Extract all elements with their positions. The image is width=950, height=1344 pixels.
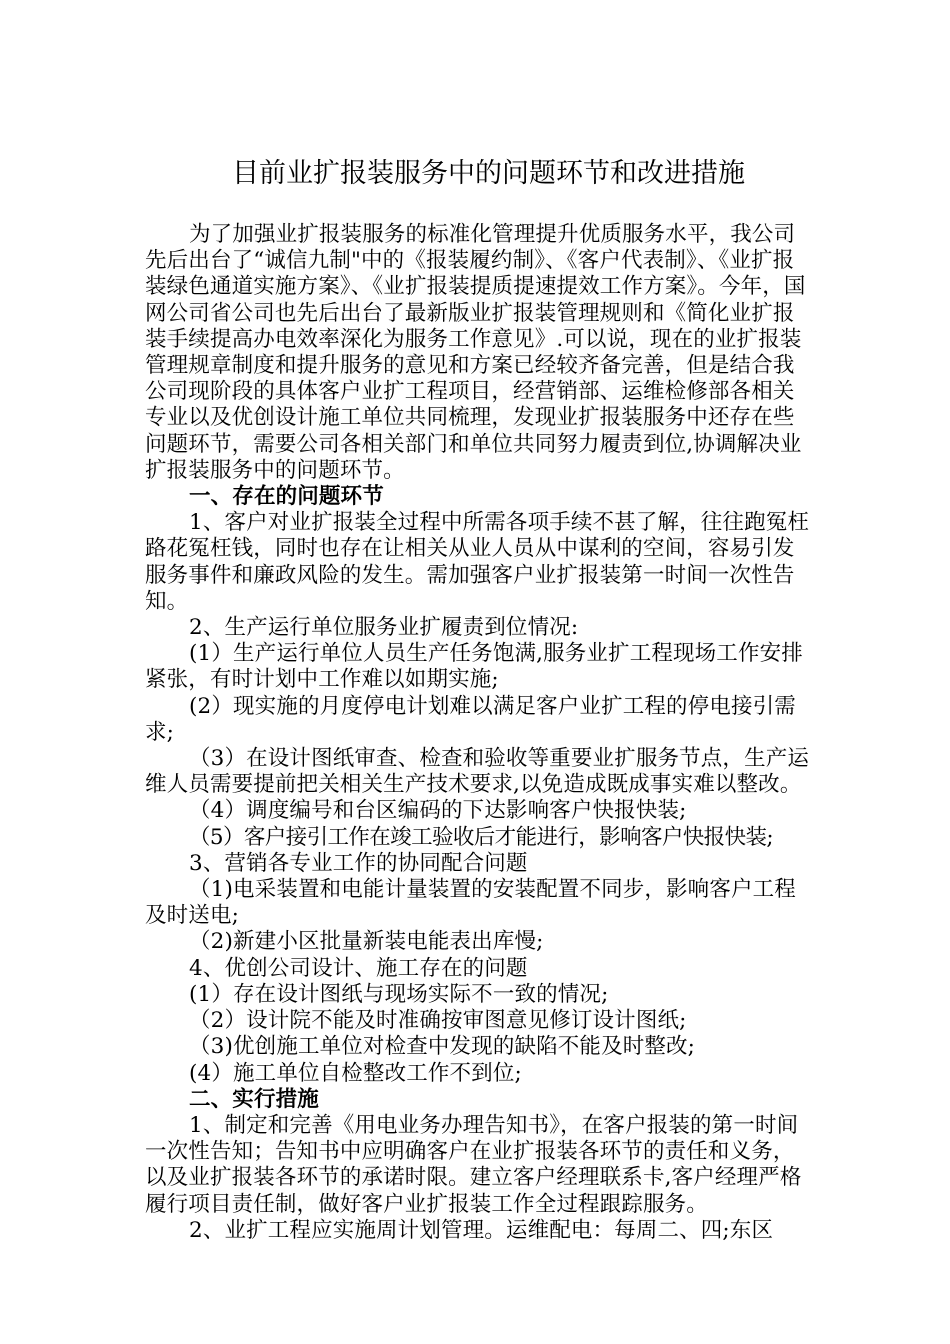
intro-paragraph: 为了加强业扩报装服务的标准化管理提升优质服务水平，我公司先后出台了“诚信九制"中的《报装履约制》、《客户代表制》、《业扩报装绿色通道实施方案》、《业扩报装提质提速提效工作方案》。今年，国网公司省公司也先后出台了最新版业扩报装管理规则和《简化业扩报装手续提高办电效率深化为服务工作意见》.可以说，现在的业扩报装管理规章制度和提升服务的意见和方案已经较齐备完善，但是结合我公司现阶段的具体客户业扩工程项目，经营销部、运维检修部各相关专业以及优创设计施工单位共同梳理，发现业扩报装服务中还存在些问题环节，需要公司各相关部门和单位共同努力履责到位,协调解决业扩报装服务中的问题环节。: [145, 222, 806, 483]
problem-2-item-4: （4）调度编号和台区编码的下达影响客户快报快装;: [189, 798, 687, 824]
problem-1: 1、客户对业扩报装全过程中所需各项手续不甚了解，往往跑冤枉路花冤枉钱，同时也存在让相关从业人员从中谋利的空间，容易引发服务事件和廉政风险的发生。需加强客户业扩报装第一时间一次性告知。: [145, 510, 810, 614]
problem-4-item-2: （2）设计院不能及时准确按审图意见修订设计图纸;: [189, 1008, 687, 1034]
problem-2-item-3: （3）在设计图纸审查、检查和验收等重要业扩服务节点，生产运维人员需要提前把关相关生产技术要求,以免造成既成事实难以整改。: [145, 746, 810, 798]
problem-3-item-2: （2)新建小区批量新装电能表出库慢;: [189, 929, 544, 955]
problem-4-item-3: （3)优创施工单位对检查中发现的缺陷不能及时整改;: [189, 1034, 696, 1060]
problem-3-heading: 3、营销各专业工作的协同配合问题: [189, 850, 528, 876]
document-title: 目前业扩报装服务中的问题环节和改进措施: [232, 158, 745, 189]
problem-2-item-2: (2）现实施的月度停电计划难以满足客户业扩工程的停电接引需求;: [145, 693, 796, 745]
problem-2-item-5: （5）客户接引工作在竣工验收后才能进行，影响客户快报快装;: [189, 824, 774, 850]
measure-1: 1、制定和完善《用电业务办理告知书》，在客户报装的第一时间一次性告知；告知书中应明确客户在业扩报装各环节的责任和义务，以及业扩报装各环节的承诺时限。建立客户经理联系卡,客户经理严格履行项目责任制，做好客户业扩报装工作全过程跟踪服务。: [145, 1112, 802, 1217]
problem-4-heading: 4、优创公司设计、施工存在的问题: [189, 955, 528, 981]
document-body: [145, 222, 813, 1244]
section-heading-measures: 二、实行措施: [189, 1086, 319, 1112]
section-heading-problems: 一、存在的问题环节: [189, 484, 384, 510]
measure-2: 2、业扩工程应实施周计划管理。运维配电：每周二、四;东区: [189, 1217, 774, 1243]
problem-2-item-1: (1）生产运行单位人员生产任务饱满,服务业扩工程现场工作安排紧张，有时计划中工作难以如期实施;: [145, 641, 803, 693]
problem-4-item-1: (1）存在设计图纸与现场实际不一致的情况;: [189, 981, 609, 1007]
problem-4-item-4: (4）施工单位自检整改工作不到位;: [189, 1060, 522, 1086]
problem-2-heading: 2、生产运行单位服务业扩履责到位情况:: [189, 615, 579, 641]
problem-3-item-1: （1)电采装置和电能计量装置的安装配置不同步，影响客户工程及时送电;: [145, 877, 796, 929]
